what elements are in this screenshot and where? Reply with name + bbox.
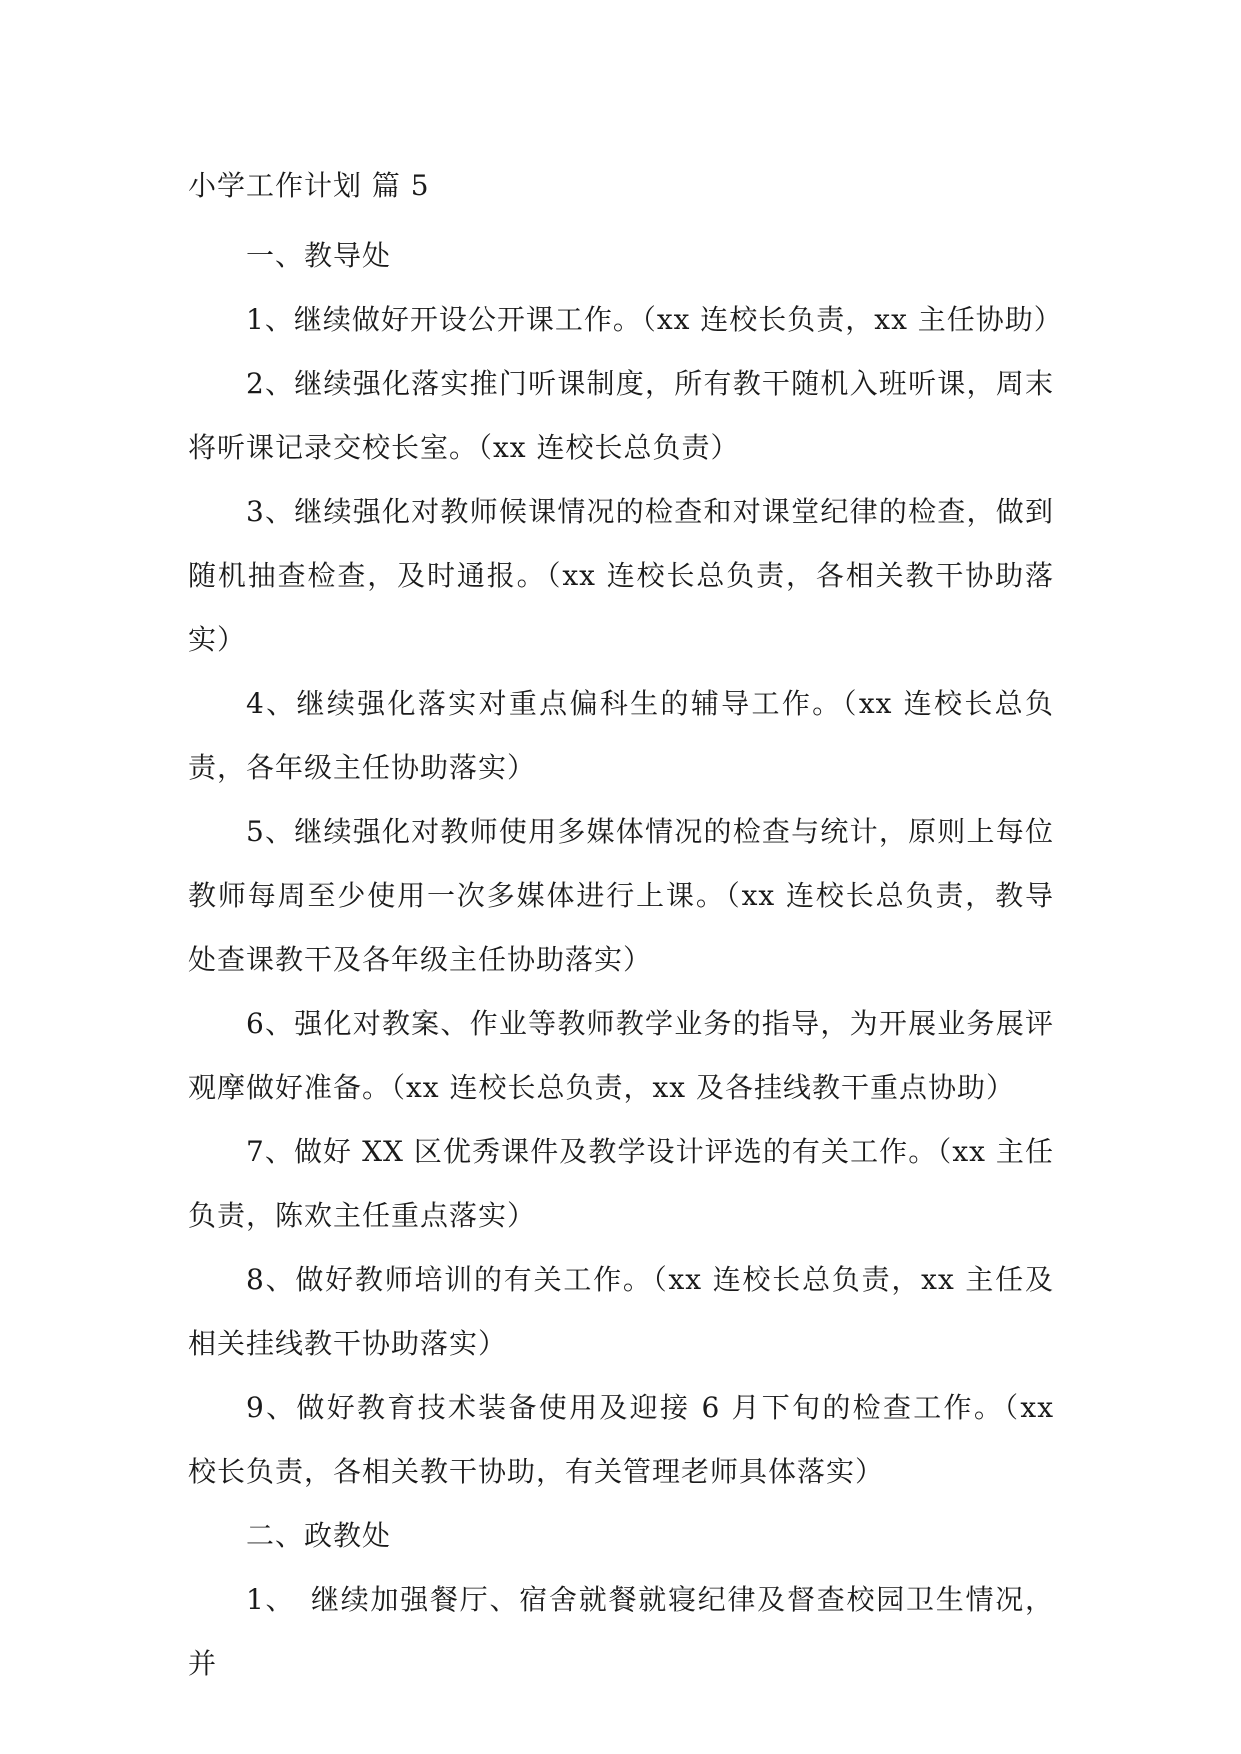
document-title: 小学工作计划 篇 5 <box>188 169 430 202</box>
section-heading-zhengjiaochu: 二、政教处 <box>246 1519 392 1552</box>
paragraph-item: 7、做好 XX 区优秀课件及教学设计评选的有关工作。（xx 主任负责，陈欢主任重点落实） <box>188 1135 1054 1232</box>
paragraph-item: 9、做好教育技术装备使用及迎接 6 月下旬的检查工作。（xx 校长负责，各相关教干协助，有关管理老师具体落实） <box>188 1391 1054 1488</box>
paragraph-item: 3、继续强化对教师候课情况的检查和对课堂纪律的检查，做到随机抽查检查，及时通报。（xx 连校长总负责，各相关教干协助落实） <box>188 495 1054 656</box>
paragraph-item: 2、继续强化落实推门听课制度，所有教干随机入班听课，周末将听课记录交校长室。（xx 连校长总负责） <box>188 367 1054 464</box>
section-heading-jiaodaochu: 一、教导处 <box>246 239 392 272</box>
paragraph-item: 6、强化对教案、作业等教师教学业务的指导，为开展业务展评观摩做好准备。（xx 连校长总负责，xx 及各挂线教干重点协助） <box>188 1007 1054 1104</box>
paragraph-item: 5、继续强化对教师使用多媒体情况的检查与统计，原则上每位教师每周至少使用一次多媒体进行上课。（xx 连校长总负责，教导处查课教干及各年级主任协助落实） <box>188 815 1054 976</box>
paragraph-item: 4、继续强化落实对重点偏科生的辅导工作。（xx 连校长总负责，各年级主任协助落实） <box>188 687 1054 784</box>
paragraph-item: 1、 继续加强餐厅、宿舍就餐就寝纪律及督查校园卫生情况，并 <box>188 1583 1054 1680</box>
document-body <box>188 160 1063 1696</box>
paragraph-item: 8、做好教师培训的有关工作。（xx 连校长总负责，xx 主任及相关挂线教干协助落实） <box>188 1263 1054 1360</box>
paragraph-item: 1、继续做好开设公开课工作。（xx 连校长负责，xx 主任协助） <box>246 303 1063 336</box>
